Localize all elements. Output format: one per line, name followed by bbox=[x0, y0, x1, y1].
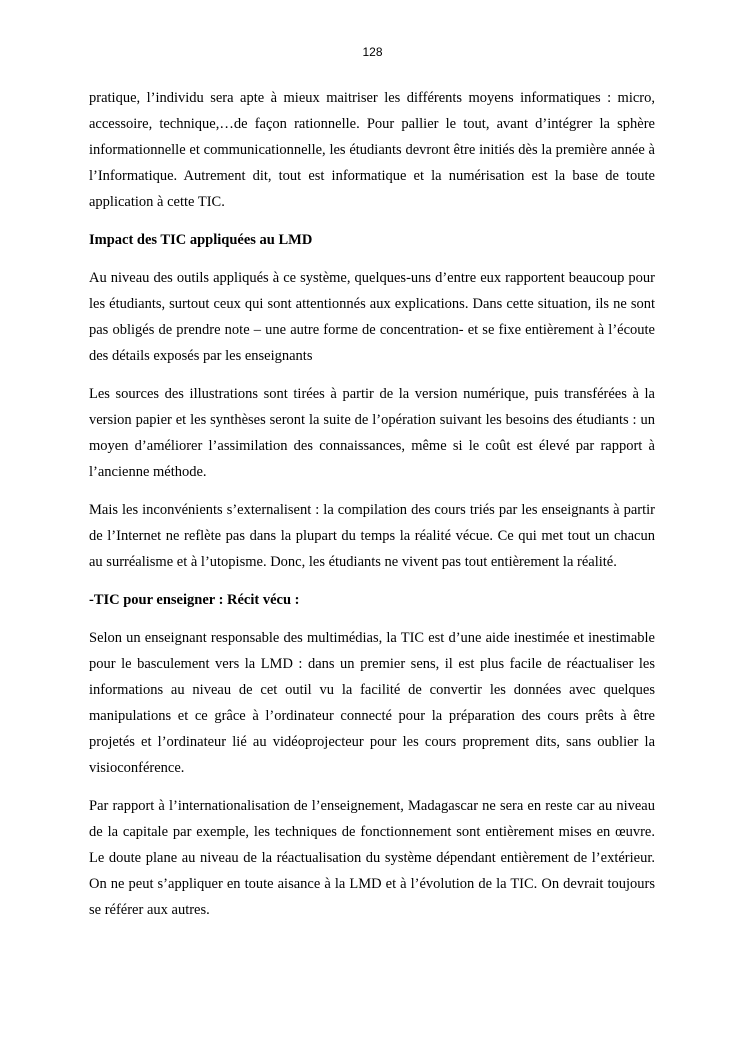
paragraph-inconvenients: Mais les inconvénients s’externalisent : la compilation des cours triés par les enseignants à partir de l’Internet ne reflète pas dans la plupart du temps la réalité vécue. Ce qui met tout un chacun au surréalisme et à l’utopisme. Donc, les étudiants ne vivent pas tout entièrement la réalité. bbox=[89, 502, 655, 570]
paragraph-outils: Au niveau des outils appliqués à ce système, quelques-uns d’entre eux rapportent beaucoup pour les étudiants, surtout ceux qui sont attentionnés aux explications. Dans cette situation, ils ne sont pas obligés de prendre note – une autre forme de concentration- et se fixe entièrement à l’écoute des détails exposés par les enseignants bbox=[89, 270, 655, 364]
section-heading-recit: -TIC pour enseigner : Récit vécu : bbox=[89, 592, 300, 608]
document-body bbox=[89, 85, 655, 935]
page-number: 128 bbox=[362, 45, 383, 59]
section-heading-impact: Impact des TIC appliquées au LMD bbox=[89, 232, 313, 248]
paragraph-sources: Les sources des illustrations sont tirées à partir de la version numérique, puis transférées à la version papier et les synthèses seront la suite de l’opération suivant les besoins des étudiants : un moyen d’améliorer l’assimilation des connaissances, même si le coût est élevé par rapport à l’ancienne méthode. bbox=[89, 386, 655, 480]
paragraph-internationalisation: Par rapport à l’internationalisation de l’enseignement, Madagascar ne sera en reste car au niveau de la capitale par exemple, les techniques de fonctionnement sont entièrement mises en œuvre. Le doute plane au niveau de la réactualisation du système dépendant entièrement de l’extérieur. On ne peut s’appliquer en toute aisance à la LMD et à l’évolution de la TIC. On devrait toujours se référer aux autres. bbox=[89, 798, 655, 918]
paragraph-intro: pratique, l’individu sera apte à mieux maitriser les différents moyens informatiques : micro, accessoire, technique,…de façon rationnelle. Pour pallier le tout, avant d’intégrer la sphère informationnelle et communicationnelle, les étudiants devront être initiés dès la première année à l’Informatique. Autrement dit, tout est informatique et la numérisation est la base de toute application à cette TIC. bbox=[89, 90, 655, 210]
paragraph-enseignant: Selon un enseignant responsable des multimédias, la TIC est d’une aide inestimée et inestimable pour le basculement vers la LMD : dans un premier sens, il est plus facile de réactualiser les informations au niveau de cet outil vu la facilité de convertir les données avec quelques manipulations et ce grâce à l’ordinateur connecté pour la préparation des cours prêts à être projetés et l’ordinateur lié au vidéoprojecteur pour les cours proprement dits, sans oublier la visioconférence. bbox=[89, 630, 655, 776]
